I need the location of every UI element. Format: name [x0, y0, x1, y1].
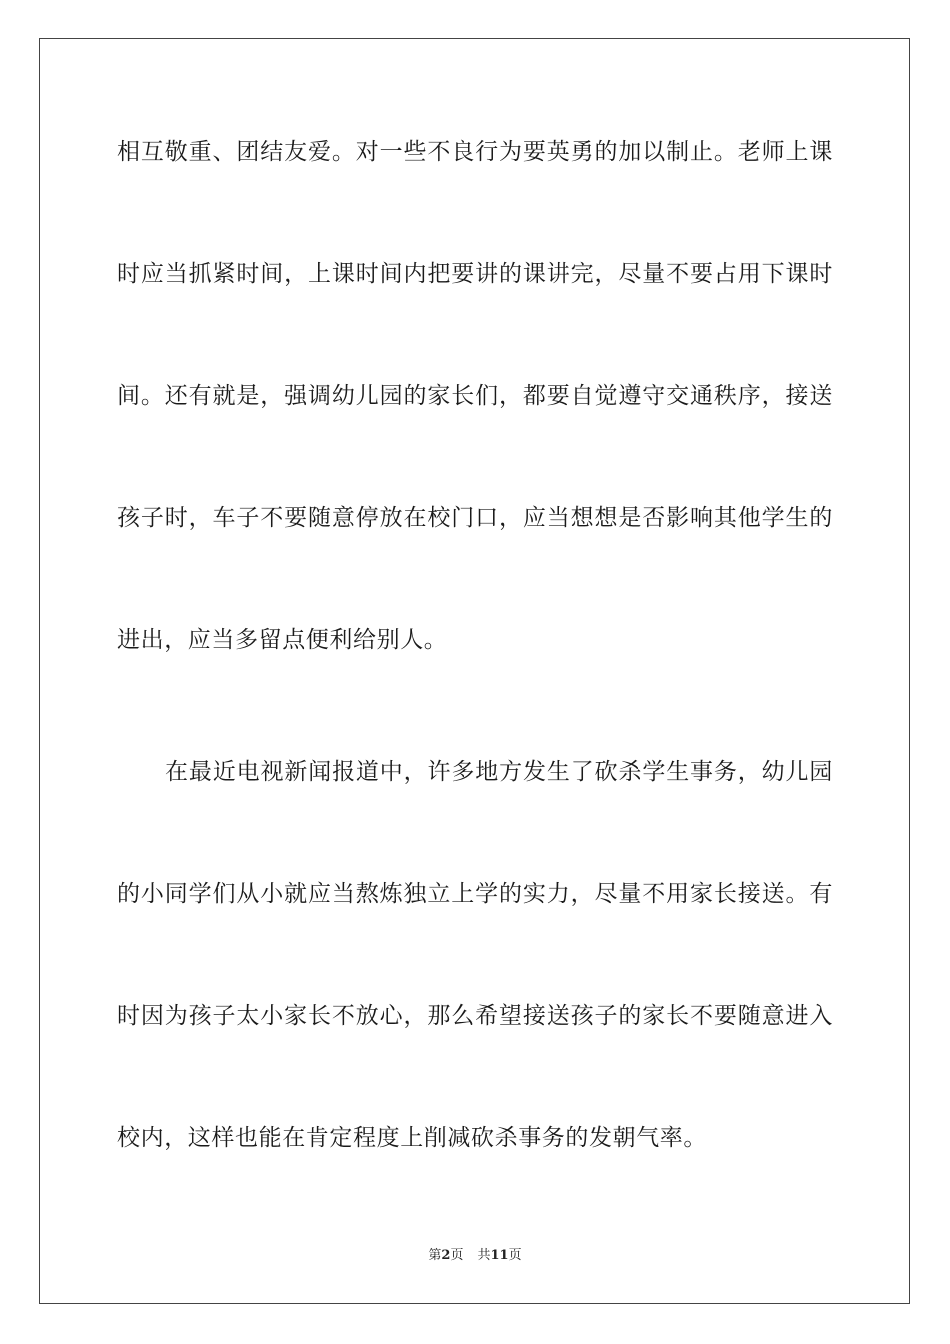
text-line: 的小同学们从小就应当熬炼独立上学的实力，尽量不用家长接送。有	[117, 881, 833, 907]
footer-page-number: 2	[441, 1248, 451, 1263]
footer-page-prefix: 第	[428, 1248, 442, 1263]
text-line: 间。还有就是，强调幼儿园的家长们，都要自觉遵守交通秩序，接送	[117, 383, 833, 409]
footer-total-prefix: 共	[477, 1248, 491, 1263]
text-line: 进出，应当多留点便利给别人。	[117, 627, 448, 653]
page-footer	[0, 1246, 950, 1266]
footer-total-suffix: 页	[508, 1248, 522, 1263]
page-frame	[39, 38, 910, 1304]
text-line: 孩子时，车子不要随意停放在校门口，应当想想是否影响其他学生的	[117, 505, 833, 531]
text-line: 时应当抓紧时间，上课时间内把要讲的课讲完，尽量不要占用下课时	[117, 261, 833, 287]
text-line: 在最近电视新闻报道中，许多地方发生了砍杀学生事务，幼儿园	[165, 759, 833, 785]
text-line: 时因为孩子太小家长不放心，那么希望接送孩子的家长不要随意进入	[117, 1003, 833, 1029]
footer-page-suffix: 页	[450, 1248, 464, 1263]
text-line: 校内，这样也能在肯定程度上削减砍杀事务的发朝气率。	[117, 1125, 707, 1151]
footer-total-pages: 11	[490, 1248, 509, 1263]
text-line: 相互敬重、团结友爱。对一些不良行为要英勇的加以制止。老师上课	[117, 139, 833, 165]
